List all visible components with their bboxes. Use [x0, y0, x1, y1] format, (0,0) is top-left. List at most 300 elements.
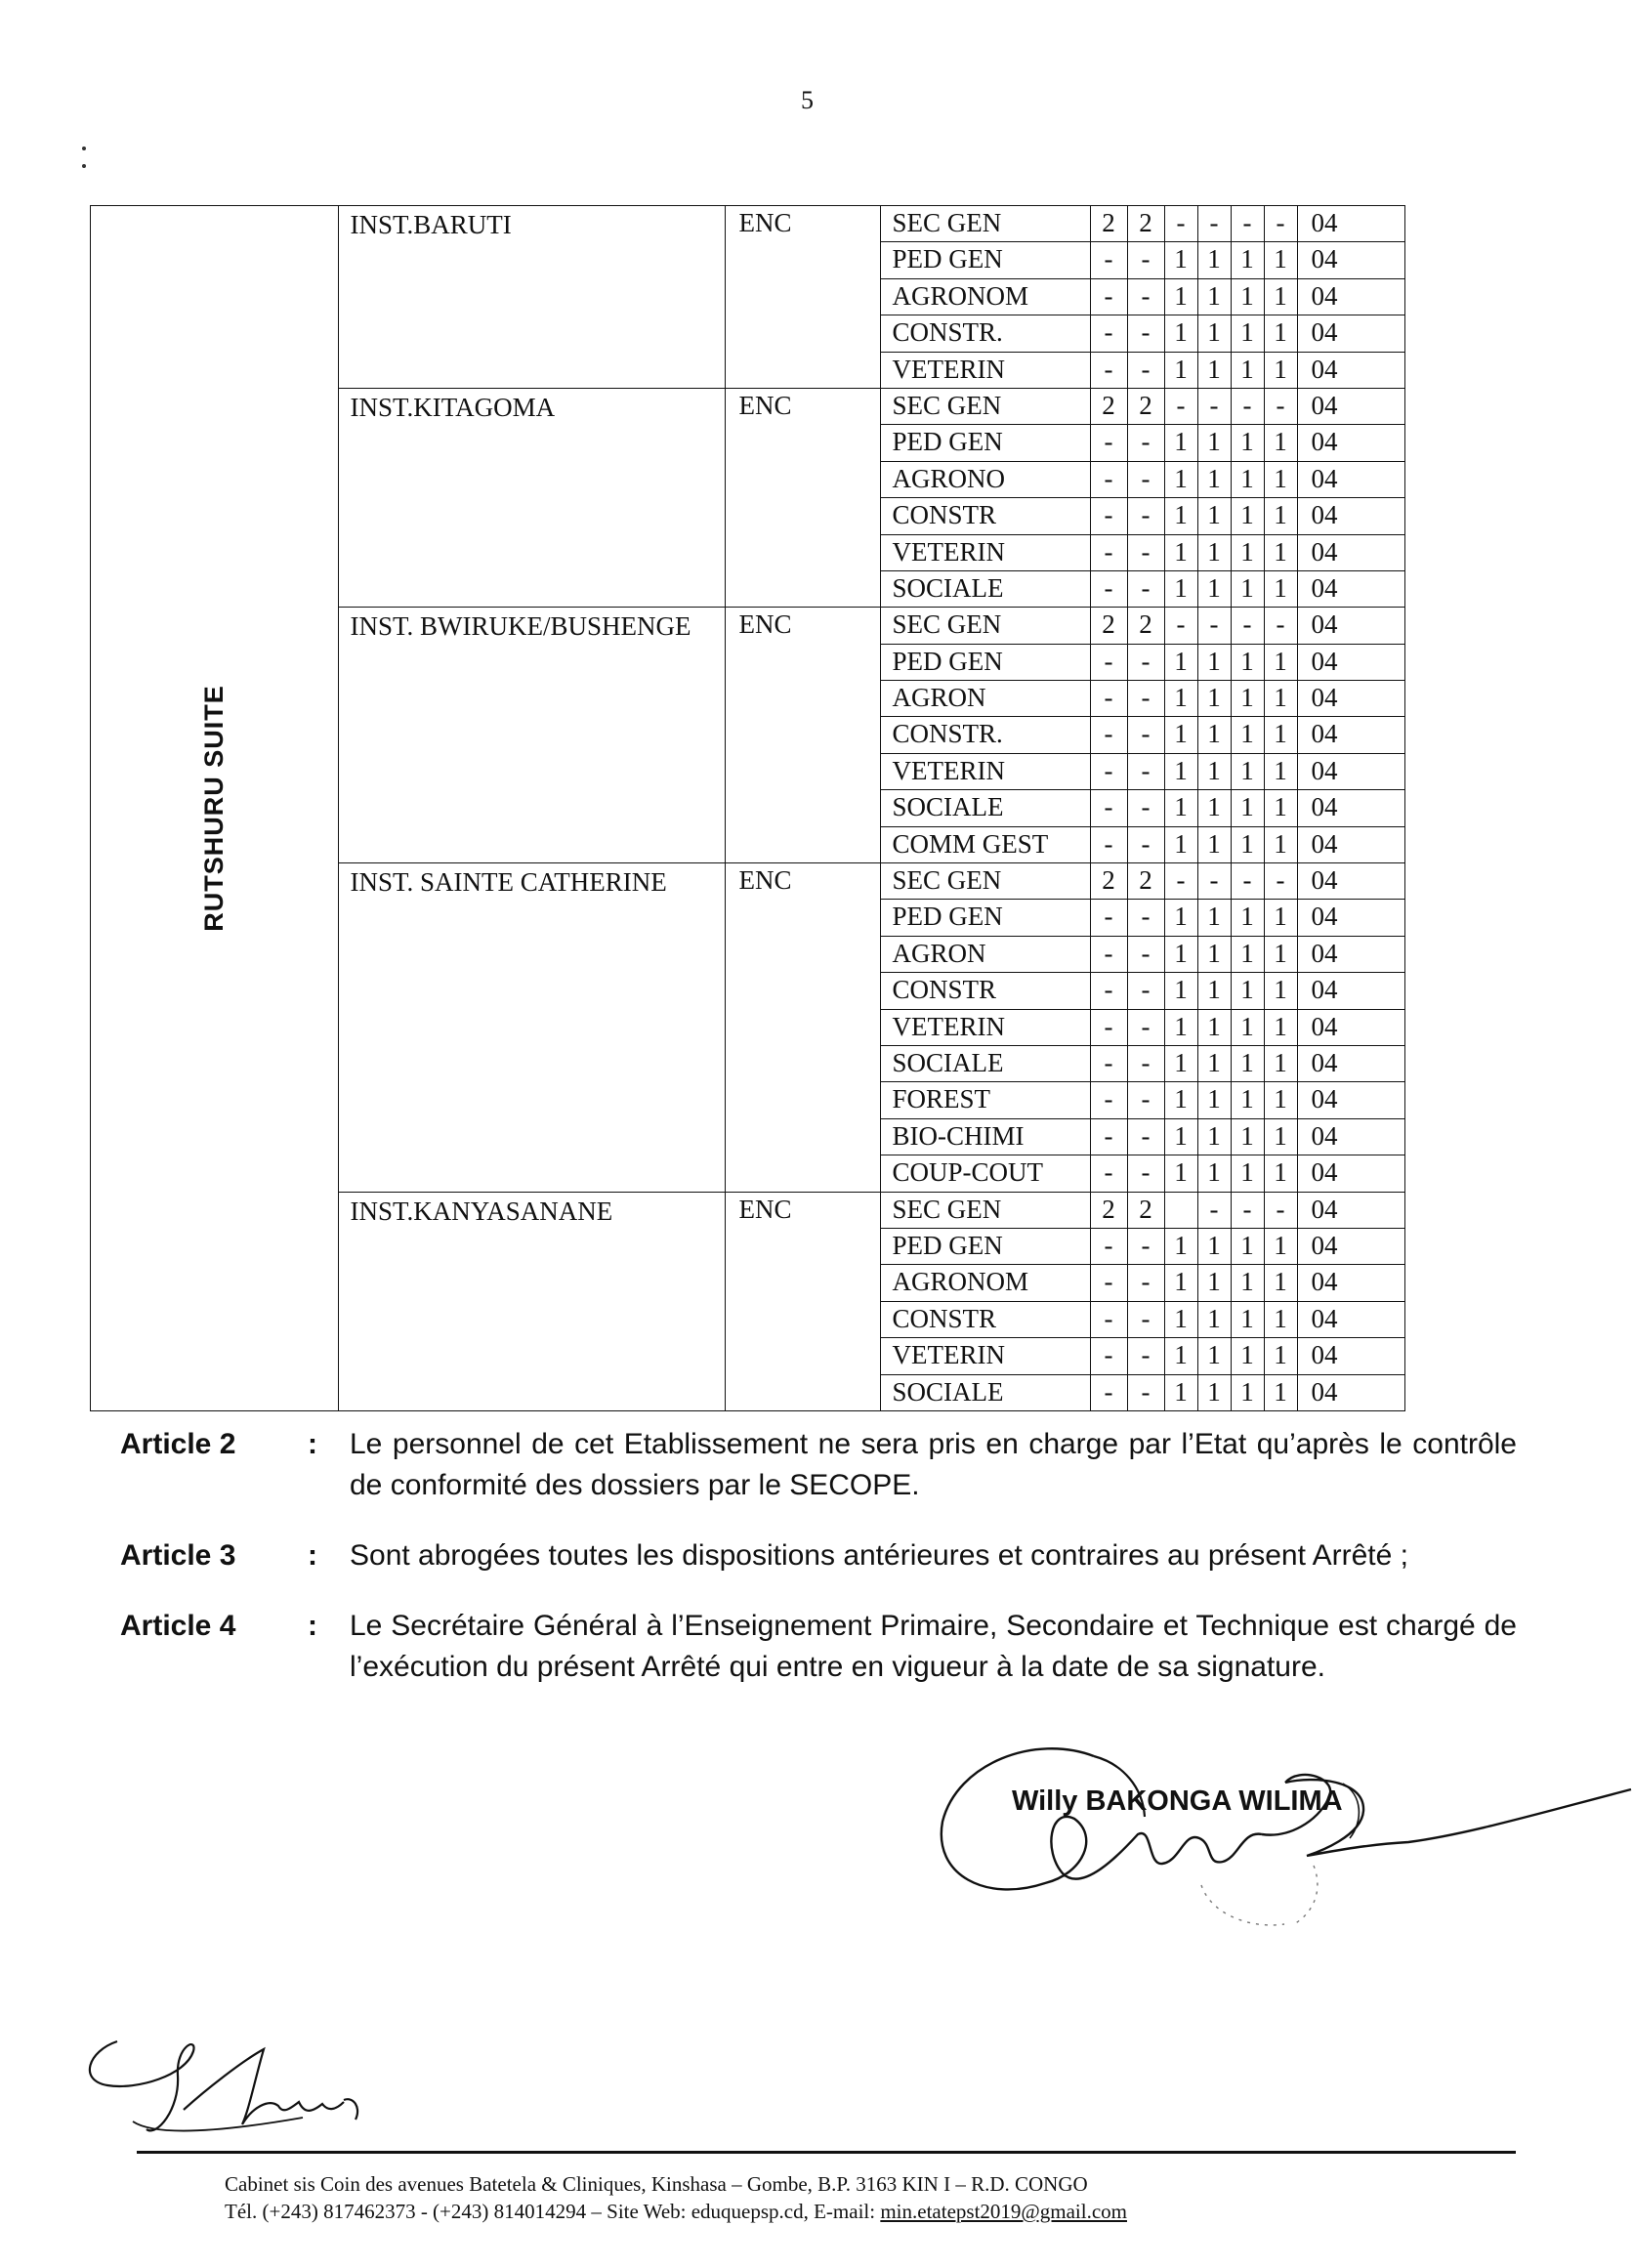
class-count-cell: -	[1127, 425, 1164, 461]
class-count-cell: -	[1090, 1045, 1127, 1081]
option-name: CONSTR	[880, 973, 1090, 1009]
total-cell: 04	[1297, 570, 1404, 607]
class-count-cell: -	[1090, 315, 1127, 352]
class-count-cell: 1	[1164, 753, 1197, 789]
class-count-cell: -	[1264, 206, 1297, 242]
class-count-cell: 1	[1264, 352, 1297, 388]
class-count-cell: 2	[1090, 388, 1127, 424]
class-count-cell: 1	[1231, 315, 1264, 352]
class-count-cell: -	[1090, 717, 1127, 753]
total-cell: 04	[1297, 936, 1404, 972]
class-count-cell: 1	[1264, 1301, 1297, 1337]
option-name: AGRONOM	[880, 1265, 1090, 1301]
class-count-cell: 1	[1231, 278, 1264, 315]
class-count-cell: 1	[1197, 753, 1231, 789]
option-name: SOCIALE	[880, 790, 1090, 826]
class-count-cell: 1	[1197, 790, 1231, 826]
class-count-cell: 1	[1264, 1228, 1297, 1264]
total-cell: 04	[1297, 1082, 1404, 1118]
table-row	[91, 206, 1405, 242]
class-count-cell: 1	[1231, 425, 1264, 461]
footer-email-link[interactable]: min.etatepst2019@gmail.com	[880, 2200, 1127, 2223]
class-count-cell: -	[1127, 644, 1164, 680]
option-name: VETERIN	[880, 1338, 1090, 1374]
class-count-cell: -	[1090, 425, 1127, 461]
class-count-cell: 1	[1264, 570, 1297, 607]
articles-section	[120, 1424, 1517, 1717]
schools-table	[90, 205, 1405, 1411]
class-count-cell: 1	[1264, 315, 1297, 352]
class-count-cell: -	[1264, 608, 1297, 644]
total-cell: 04	[1297, 863, 1404, 900]
class-count-cell: 1	[1197, 973, 1231, 1009]
class-count-cell: 1	[1231, 973, 1264, 1009]
total-cell: 04	[1297, 608, 1404, 644]
option-name: PED GEN	[880, 425, 1090, 461]
class-count-cell: -	[1127, 278, 1164, 315]
class-count-cell: -	[1197, 608, 1231, 644]
class-count-cell: 1	[1164, 936, 1197, 972]
class-count-cell: 1	[1231, 1265, 1264, 1301]
class-count-cell: 1	[1231, 242, 1264, 278]
total-cell: 04	[1297, 425, 1404, 461]
class-count-cell: 1	[1197, 1265, 1231, 1301]
total-cell: 04	[1297, 973, 1404, 1009]
class-count-cell: 2	[1090, 206, 1127, 242]
option-name: VETERIN	[880, 352, 1090, 388]
class-count-cell: 1	[1264, 1374, 1297, 1410]
scan-mark	[82, 164, 86, 168]
class-count-cell: 1	[1164, 461, 1197, 497]
class-count-cell: 1	[1264, 461, 1297, 497]
scan-mark	[82, 147, 86, 150]
total-cell: 04	[1297, 1192, 1404, 1228]
class-count-cell: 1	[1231, 1045, 1264, 1081]
class-count-cell: -	[1090, 1155, 1127, 1192]
class-count-cell: 1	[1197, 717, 1231, 753]
class-count-cell: 1	[1164, 1009, 1197, 1045]
class-count-cell: -	[1127, 753, 1164, 789]
class-count-cell: 1	[1264, 790, 1297, 826]
initials-signature	[78, 2022, 391, 2149]
class-count-cell: 1	[1264, 425, 1297, 461]
class-count-cell: -	[1127, 1265, 1164, 1301]
option-name: VETERIN	[880, 753, 1090, 789]
class-count-cell: -	[1127, 826, 1164, 862]
class-count-cell: -	[1231, 1192, 1264, 1228]
class-count-cell: 1	[1264, 498, 1297, 534]
class-count-cell: 1	[1164, 570, 1197, 607]
option-name: AGRONO	[880, 461, 1090, 497]
school-type: ENC	[725, 608, 880, 863]
class-count-cell: 1	[1264, 1045, 1297, 1081]
signatory-name: Willy BAKONGA WILIMA	[1012, 1785, 1343, 1817]
class-count-cell: 1	[1164, 1265, 1197, 1301]
footer	[225, 2170, 1397, 2225]
class-count-cell: -	[1127, 1045, 1164, 1081]
class-count-cell: -	[1090, 498, 1127, 534]
option-name: COMM GEST	[880, 826, 1090, 862]
option-name: AGRONOM	[880, 278, 1090, 315]
class-count-cell: -	[1090, 936, 1127, 972]
total-cell: 04	[1297, 1118, 1404, 1155]
class-count-cell: -	[1090, 644, 1127, 680]
class-count-cell: 2	[1127, 1192, 1164, 1228]
total-cell: 04	[1297, 644, 1404, 680]
class-count-cell: -	[1197, 206, 1231, 242]
class-count-cell: -	[1164, 206, 1197, 242]
class-count-cell: -	[1090, 826, 1127, 862]
region-label: RUTSHURU SUITE	[198, 685, 229, 932]
class-count-cell: 1	[1164, 717, 1197, 753]
class-count-cell: -	[1090, 900, 1127, 936]
class-count-cell: -	[1127, 1118, 1164, 1155]
class-count-cell: 1	[1264, 681, 1297, 717]
total-cell: 04	[1297, 753, 1404, 789]
class-count-cell: 1	[1164, 278, 1197, 315]
total-cell: 04	[1297, 498, 1404, 534]
class-count-cell: 1	[1164, 973, 1197, 1009]
class-count-cell: 1	[1197, 644, 1231, 680]
class-count-cell	[1164, 1192, 1197, 1228]
option-name: AGRON	[880, 936, 1090, 972]
class-count-cell: 1	[1197, 1301, 1231, 1337]
school-type: ENC	[725, 1192, 880, 1410]
option-name: SOCIALE	[880, 570, 1090, 607]
class-count-cell: -	[1090, 973, 1127, 1009]
class-count-cell: -	[1197, 388, 1231, 424]
class-count-cell: 1	[1197, 570, 1231, 607]
class-count-cell: -	[1127, 498, 1164, 534]
article-text: Le personnel de cet Etablissement ne sera pris en charge par l’Etat qu’après le contrôle de conformité des dossiers par le SECOPE.	[350, 1428, 1517, 1501]
class-count-cell: 1	[1231, 1301, 1264, 1337]
class-count-cell: 1	[1197, 900, 1231, 936]
class-count-cell: 1	[1231, 1374, 1264, 1410]
option-name: SOCIALE	[880, 1374, 1090, 1410]
class-count-cell: -	[1090, 1118, 1127, 1155]
class-count-cell: 1	[1264, 1338, 1297, 1374]
class-count-cell: 1	[1197, 278, 1231, 315]
option-name: SEC GEN	[880, 863, 1090, 900]
class-count-cell: 1	[1264, 534, 1297, 570]
class-count-cell: 1	[1231, 352, 1264, 388]
class-count-cell: -	[1127, 534, 1164, 570]
class-count-cell: 1	[1231, 1155, 1264, 1192]
option-name: SOCIALE	[880, 1045, 1090, 1081]
option-name: CONSTR.	[880, 717, 1090, 753]
class-count-cell: 1	[1231, 534, 1264, 570]
class-count-cell: -	[1127, 1082, 1164, 1118]
class-count-cell: -	[1264, 388, 1297, 424]
class-count-cell: -	[1090, 1338, 1127, 1374]
class-count-cell: -	[1127, 1155, 1164, 1192]
option-name: VETERIN	[880, 1009, 1090, 1045]
total-cell: 04	[1297, 278, 1404, 315]
class-count-cell: 1	[1231, 753, 1264, 789]
class-count-cell: 1	[1164, 644, 1197, 680]
total-cell: 04	[1297, 1155, 1404, 1192]
class-count-cell: -	[1127, 1338, 1164, 1374]
total-cell: 04	[1297, 717, 1404, 753]
article-label: Article 4	[120, 1610, 236, 1642]
option-name: SEC GEN	[880, 1192, 1090, 1228]
class-count-cell: -	[1231, 388, 1264, 424]
class-count-cell: 1	[1231, 461, 1264, 497]
class-count-cell: -	[1090, 753, 1127, 789]
class-count-cell: -	[1264, 1192, 1297, 1228]
total-cell: 04	[1297, 352, 1404, 388]
class-count-cell: 1	[1231, 1009, 1264, 1045]
class-count-cell: 1	[1231, 644, 1264, 680]
class-count-cell: 1	[1164, 790, 1197, 826]
class-count-cell: -	[1231, 206, 1264, 242]
class-count-cell: -	[1231, 608, 1264, 644]
class-count-cell: -	[1090, 1009, 1127, 1045]
article-block	[120, 1535, 1517, 1576]
class-count-cell: 1	[1164, 900, 1197, 936]
total-cell: 04	[1297, 1301, 1404, 1337]
class-count-cell: 1	[1164, 1374, 1197, 1410]
class-count-cell: -	[1127, 717, 1164, 753]
class-count-cell: 1	[1197, 936, 1231, 972]
class-count-cell: 2	[1127, 206, 1164, 242]
option-name: VETERIN	[880, 534, 1090, 570]
class-count-cell: 1	[1164, 315, 1197, 352]
class-count-cell: 1	[1197, 352, 1231, 388]
class-count-cell: -	[1164, 388, 1197, 424]
total-cell: 04	[1297, 315, 1404, 352]
class-count-cell: 1	[1197, 1228, 1231, 1264]
option-name: SEC GEN	[880, 388, 1090, 424]
class-count-cell: -	[1090, 278, 1127, 315]
class-count-cell: -	[1090, 1082, 1127, 1118]
option-name: FOREST	[880, 1082, 1090, 1118]
class-count-cell: 1	[1197, 1118, 1231, 1155]
class-count-cell: 1	[1231, 1118, 1264, 1155]
total-cell: 04	[1297, 461, 1404, 497]
class-count-cell: 1	[1197, 242, 1231, 278]
class-count-cell: -	[1127, 1301, 1164, 1337]
minister-signature	[928, 1729, 1633, 1953]
class-count-cell: 1	[1197, 1338, 1231, 1374]
school-type: ENC	[725, 206, 880, 389]
total-cell: 04	[1297, 242, 1404, 278]
class-count-cell: 1	[1231, 826, 1264, 862]
class-count-cell: 1	[1164, 1338, 1197, 1374]
class-count-cell: 2	[1127, 863, 1164, 900]
class-count-cell: 1	[1164, 1118, 1197, 1155]
class-count-cell: 2	[1090, 608, 1127, 644]
class-count-cell: 1	[1197, 826, 1231, 862]
total-cell: 04	[1297, 1228, 1404, 1264]
school-type: ENC	[725, 388, 880, 607]
class-count-cell: 1	[1197, 498, 1231, 534]
class-count-cell: 1	[1231, 936, 1264, 972]
class-count-cell: -	[1090, 790, 1127, 826]
option-name: PED GEN	[880, 242, 1090, 278]
class-count-cell: 1	[1264, 1155, 1297, 1192]
class-count-cell: -	[1197, 1192, 1231, 1228]
footer-contact-text: Tél. (+243) 817462373 - (+243) 814014294 – Site Web: eduquepsp.cd, E-mail:	[225, 2200, 881, 2223]
footer-address: Cabinet sis Coin des avenues Batetela & Cliniques, Kinshasa – Gombe, B.P. 3163 KIN I – R.D. CONGO	[225, 2172, 1088, 2196]
class-count-cell: -	[1090, 352, 1127, 388]
class-count-cell: 1	[1264, 1009, 1297, 1045]
total-cell: 04	[1297, 790, 1404, 826]
class-count-cell: 1	[1264, 900, 1297, 936]
class-count-cell: 2	[1127, 388, 1164, 424]
class-count-cell: 1	[1164, 1045, 1197, 1081]
class-count-cell: -	[1264, 863, 1297, 900]
class-count-cell: 1	[1164, 534, 1197, 570]
total-cell: 04	[1297, 388, 1404, 424]
class-count-cell: 1	[1197, 425, 1231, 461]
article-block	[120, 1606, 1517, 1688]
total-cell: 04	[1297, 1374, 1404, 1410]
footer-divider	[137, 2151, 1516, 2154]
class-count-cell: -	[1127, 1009, 1164, 1045]
class-count-cell: 1	[1164, 1228, 1197, 1264]
class-count-cell: -	[1127, 461, 1164, 497]
total-cell: 04	[1297, 1009, 1404, 1045]
class-count-cell: -	[1090, 570, 1127, 607]
class-count-cell: 1	[1264, 717, 1297, 753]
class-count-cell: 1	[1197, 461, 1231, 497]
class-count-cell: 1	[1264, 973, 1297, 1009]
class-count-cell: 1	[1231, 790, 1264, 826]
class-count-cell: 1	[1197, 534, 1231, 570]
option-name: CONSTR	[880, 1301, 1090, 1337]
class-count-cell: 1	[1231, 498, 1264, 534]
page-number: 5	[801, 86, 814, 114]
class-count-cell: -	[1127, 973, 1164, 1009]
class-count-cell: 1	[1164, 1301, 1197, 1337]
option-name: BIO-CHIMI	[880, 1118, 1090, 1155]
option-name: SEC GEN	[880, 608, 1090, 644]
class-count-cell: 1	[1264, 242, 1297, 278]
article-block	[120, 1424, 1517, 1506]
class-count-cell: 1	[1164, 681, 1197, 717]
total-cell: 04	[1297, 1265, 1404, 1301]
article-label: Article 3	[120, 1539, 236, 1572]
class-count-cell: 1	[1231, 900, 1264, 936]
school-name: INST.KITAGOMA	[338, 388, 725, 607]
class-count-cell: -	[1231, 863, 1264, 900]
class-count-cell: 1	[1231, 717, 1264, 753]
class-count-cell: 2	[1090, 1192, 1127, 1228]
class-count-cell: 1	[1164, 425, 1197, 461]
class-count-cell: 1	[1197, 681, 1231, 717]
option-name: COUP-COUT	[880, 1155, 1090, 1192]
class-count-cell: 1	[1197, 1045, 1231, 1081]
total-cell: 04	[1297, 1045, 1404, 1081]
class-count-cell: -	[1164, 608, 1197, 644]
class-count-cell: -	[1197, 863, 1231, 900]
total-cell: 04	[1297, 206, 1404, 242]
class-count-cell: -	[1127, 1374, 1164, 1410]
class-count-cell: 1	[1197, 1155, 1231, 1192]
class-count-cell: -	[1127, 570, 1164, 607]
total-cell: 04	[1297, 900, 1404, 936]
class-count-cell: -	[1090, 1228, 1127, 1264]
option-name: AGRON	[880, 681, 1090, 717]
article-label: Article 2	[120, 1428, 236, 1460]
seal-stamp-faint	[1201, 1866, 1318, 1925]
total-cell: 04	[1297, 826, 1404, 862]
class-count-cell: 1	[1264, 1082, 1297, 1118]
region-cell	[91, 206, 339, 1411]
class-count-cell: 1	[1231, 1228, 1264, 1264]
class-count-cell: -	[1127, 936, 1164, 972]
option-name: SEC GEN	[880, 206, 1090, 242]
option-name: CONSTR	[880, 498, 1090, 534]
class-count-cell: 1	[1164, 1082, 1197, 1118]
option-name: CONSTR.	[880, 315, 1090, 352]
class-count-cell: -	[1090, 242, 1127, 278]
total-cell: 04	[1297, 534, 1404, 570]
total-cell: 04	[1297, 681, 1404, 717]
article-colon: :	[308, 1428, 317, 1460]
footer-contact	[225, 2198, 1397, 2225]
class-count-cell: 1	[1164, 242, 1197, 278]
article-text: Sont abrogées toutes les dispositions antérieures et contraires au présent Arrêté ;	[350, 1539, 1408, 1572]
class-count-cell: 1	[1264, 278, 1297, 315]
class-count-cell: -	[1127, 790, 1164, 826]
school-name: INST.KANYASANANE	[338, 1192, 725, 1410]
class-count-cell: -	[1090, 1301, 1127, 1337]
class-count-cell: 1	[1231, 570, 1264, 607]
article-colon: :	[308, 1539, 317, 1572]
class-count-cell: 1	[1231, 681, 1264, 717]
option-name: PED GEN	[880, 900, 1090, 936]
school-name: INST. SAINTE CATHERINE	[338, 863, 725, 1193]
class-count-cell: -	[1127, 315, 1164, 352]
class-count-cell: -	[1090, 461, 1127, 497]
class-count-cell: 1	[1197, 1082, 1231, 1118]
class-count-cell: -	[1127, 681, 1164, 717]
school-name: INST.BARUTI	[338, 206, 725, 389]
class-count-cell: -	[1127, 352, 1164, 388]
class-count-cell: 2	[1090, 863, 1127, 900]
class-count-cell: 1	[1164, 352, 1197, 388]
class-count-cell: 1	[1231, 1082, 1264, 1118]
class-count-cell: 1	[1264, 753, 1297, 789]
class-count-cell: -	[1127, 242, 1164, 278]
class-count-cell: 2	[1127, 608, 1164, 644]
class-count-cell: 1	[1197, 1374, 1231, 1410]
class-count-cell: 1	[1197, 1009, 1231, 1045]
class-count-cell: -	[1127, 900, 1164, 936]
class-count-cell: 1	[1264, 1118, 1297, 1155]
option-name: PED GEN	[880, 1228, 1090, 1264]
class-count-cell: -	[1090, 1374, 1127, 1410]
class-count-cell: -	[1090, 534, 1127, 570]
class-count-cell: 1	[1264, 826, 1297, 862]
class-count-cell: -	[1164, 863, 1197, 900]
school-type: ENC	[725, 863, 880, 1193]
class-count-cell: -	[1090, 1265, 1127, 1301]
class-count-cell: 1	[1264, 1265, 1297, 1301]
class-count-cell: 1	[1264, 644, 1297, 680]
class-count-cell: 1	[1231, 1338, 1264, 1374]
class-count-cell: 1	[1164, 826, 1197, 862]
class-count-cell: 1	[1197, 315, 1231, 352]
class-count-cell: 1	[1164, 1155, 1197, 1192]
class-count-cell: -	[1090, 681, 1127, 717]
class-count-cell: -	[1127, 1228, 1164, 1264]
option-name: PED GEN	[880, 644, 1090, 680]
article-text: Le Secrétaire Général à l’Enseignement Primaire, Secondaire et Technique est chargé de l’exécution du présent Arrêté qui entre en vigueur à la date de sa signature.	[350, 1610, 1517, 1683]
school-name: INST. BWIRUKE/BUSHENGE	[338, 608, 725, 863]
